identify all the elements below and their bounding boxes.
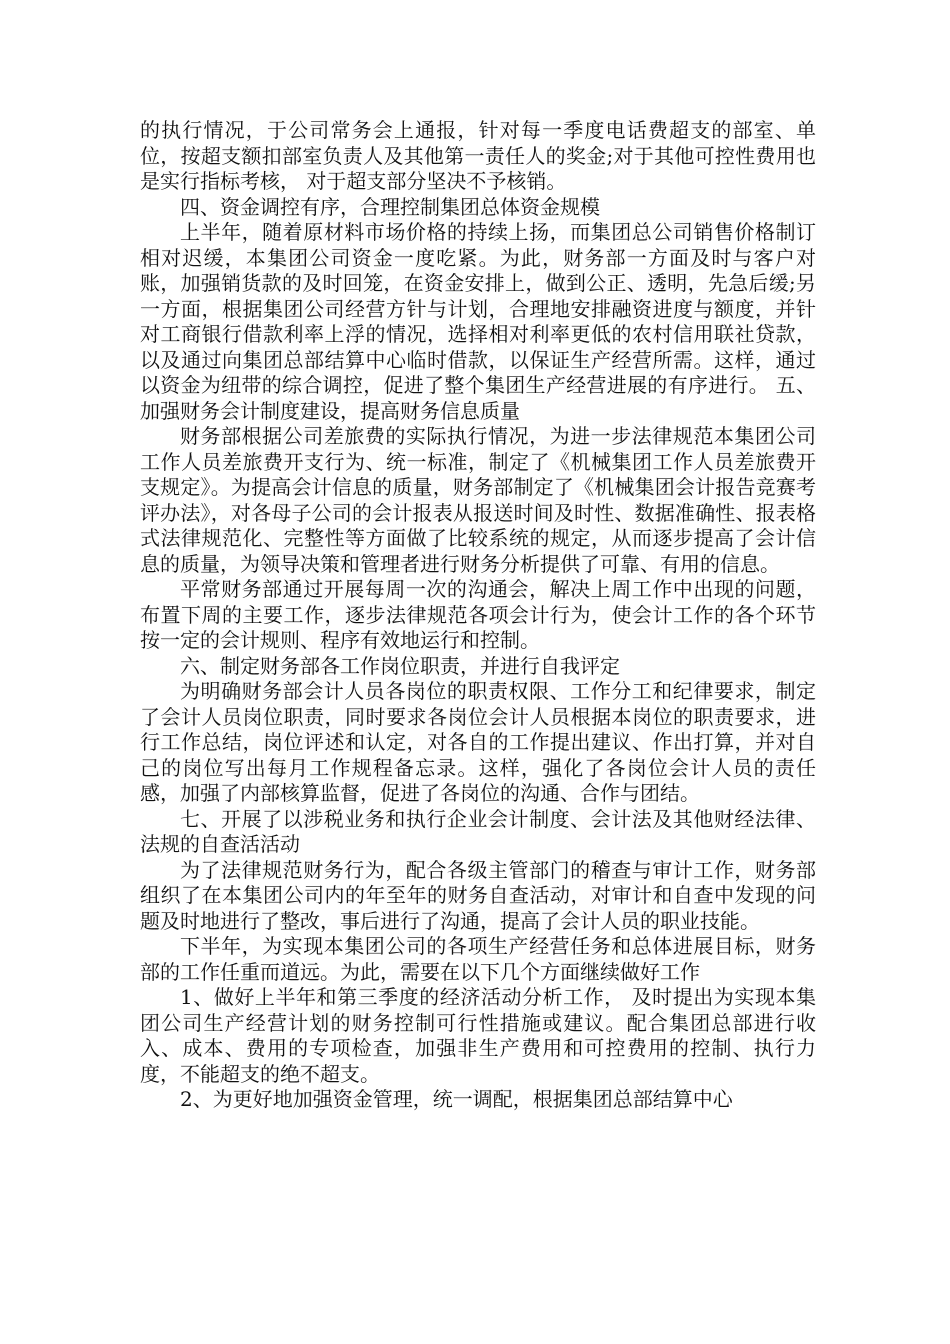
paragraph-job-duties: 为明确财务部会计人员各岗位的职责权限、工作分工和纪律要求，制定了会计人员岗位职责，同时要求各岗位会计人员根据本岗位的职责要求，进行工作总结，岗位评述和认定，对各自的工作提出建议、作出打算，并对自己的岗位写出每月工作规程备忘录。这样，强化了各岗位会计人员的责任感，加强了内部核算监督，促进了各岗位的沟通、合作与团结。 [140,679,816,805]
paragraph-second-half: 下半年，为实现本集团公司的各项生产经营任务和总体进展目标，财务部的工作任重而道远。为此，需要在以下几个方面继续做好工作 [140,934,816,984]
list-item-2: 2、为更好地加强资金管理，统一调配，根据集团总部结算中心 [180,1087,733,1111]
paragraph-travel-rules: 财务部根据公司差旅费的实际执行情况，为进一步法律规范本集团公司工作人员差旅费开支行为、统一标准，制定了《机械集团工作人员差旅费开支规定》。为提高会计信息的质量，财务部制定了《机械集团会计报告竞赛考评办法》，对各母子公司的会计报表从报送时间及时性、数据准确性、报表格式法律规范化、完整性等方面做了比较系统的规定，从而逐步提高了会计信息的质量，为领导决策和管理者进行财务分析提供了可靠、有用的信息。 [140,424,816,576]
paragraph-self-audit: 为了法律规范财务行为，配合各级主管部门的稽查与审计工作，财务部组织了在本集团公司内的年至年的财务自查活动，对审计和自查中发现的问题及时地进行了整改，事后进行了沟通，提高了会计人员的职业技能。 [140,857,816,933]
section-heading-4: 四、资金调控有序，合理控制集团总体资金规模 [180,194,600,219]
paragraph-continued: 的执行情况，于公司常务会上通报，针对每一季度电话费超支的部室、单位，按超支额扣部室负责人及其他第一责任人的奖金;对于其他可控性费用也是实行指标考核， 对于超支部分坚决不予核销。 [140,118,816,193]
section-heading-6: 六、制定财务部各工作岗位职责，并进行自我评定 [180,653,620,678]
paragraph-weekly-meeting: 平常财务部通过开展每周一次的沟通会，解决上周工作中出现的问题，布置下周的主要工作，逐步法律规范各项会计行为，使会计工作的各个环节按一定的会计规则、程序有效地运行和控制。 [140,577,816,652]
paragraph-funding: 上半年，随着原材料市场价格的持续上扬，而集团总公司销售价格制订相对迟缓，本集团公司资金一度吃紧。为此，财务部一方面及时与客户对账，加强销货款的及时回笼，在资金安排上，做到公正、透明，先急后缓;另一方面，根据集团公司经营方针与计划，合理地安排融资进度与额度，并针对工商银行借款利率上浮的情况，选择相对利率更低的农村信用联社贷款，以及通过向集团总部结算中心临时借款，以保证生产经营所需。这样，通过以资金为纽带的综合调控，促进了整个集团生产经营进展的有序进行。 五、加强财务会计制度建设，提高财务信息质量 [140,220,816,423]
list-item-1: 1、做好上半年和第三季度的经济活动分析工作， 及时提出为实现本集团公司生产经营计划的财务控制可行性措施或建议。配合集团总部进行收入、成本、费用的专项检查，加强非生产费用和可控费用的控制、执行力度，不能超支的绝不超支。 [140,985,816,1086]
document-page [140,118,816,1113]
section-heading-7: 七、开展了以涉税业务和执行企业会计制度、会计法及其他财经法律、法规的自查活活动 [140,806,816,856]
